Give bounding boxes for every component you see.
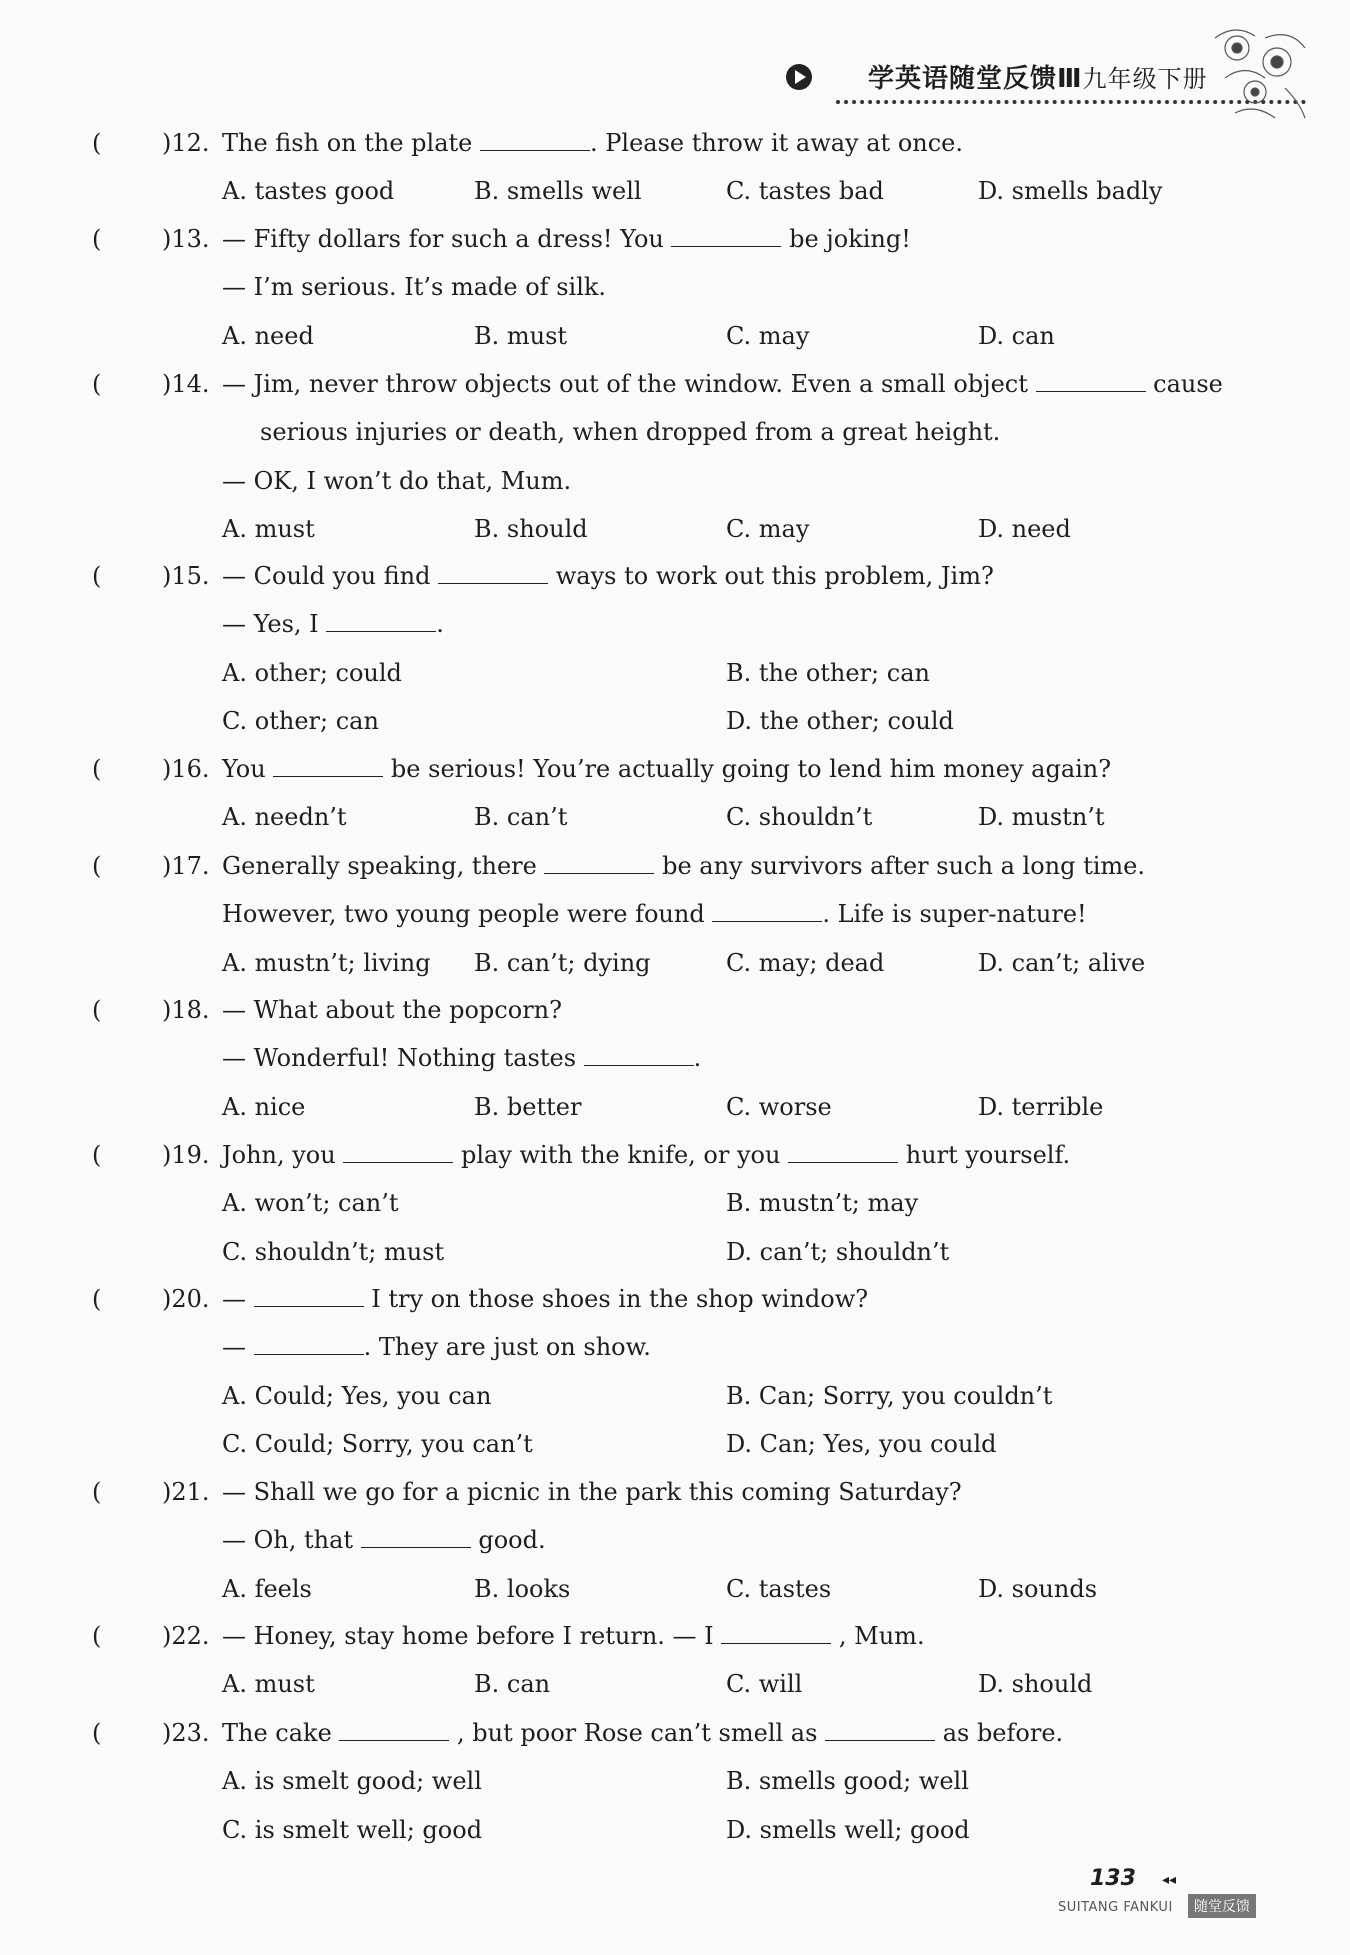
answer-paren[interactable]: ( bbox=[92, 1141, 102, 1169]
question-number: )14. bbox=[162, 370, 210, 398]
option-b[interactable]: B. better bbox=[474, 1092, 582, 1121]
option-b[interactable]: B. Can; Sorry, you couldn’t bbox=[726, 1381, 1053, 1410]
option-c[interactable]: C. may; dead bbox=[726, 948, 885, 977]
answer-paren[interactable]: ( bbox=[92, 1478, 102, 1506]
question-number: )23. bbox=[162, 1719, 210, 1747]
option-c[interactable]: C. Could; Sorry, you can’t bbox=[222, 1429, 533, 1458]
answer-blank[interactable] bbox=[254, 1284, 364, 1307]
answer-blank[interactable] bbox=[712, 899, 822, 922]
option-a[interactable]: A. is smelt good; well bbox=[222, 1767, 482, 1796]
question-text: — . They are just on show. bbox=[222, 1333, 651, 1362]
answer-blank[interactable] bbox=[788, 1140, 898, 1163]
question-text: — Yes, I . bbox=[222, 610, 444, 639]
option-a[interactable]: A. needn’t bbox=[222, 803, 347, 832]
option-c[interactable]: C. shouldn’t; must bbox=[222, 1237, 445, 1266]
answer-blank[interactable] bbox=[361, 1525, 471, 1548]
option-c[interactable]: C. will bbox=[726, 1670, 803, 1699]
question-text: — Fifty dollars for such a dress! You be joking! bbox=[222, 225, 911, 253]
question-text: You be serious! You’re actually going to lend him money again? bbox=[222, 755, 1112, 783]
answer-blank[interactable] bbox=[273, 754, 383, 777]
answer-paren[interactable]: ( bbox=[92, 370, 102, 398]
arrow-icon: ◂◂ bbox=[1162, 1872, 1177, 1888]
header-subtitle: 九年级下册 bbox=[1082, 65, 1208, 93]
answer-blank[interactable] bbox=[721, 1621, 831, 1644]
option-d[interactable]: D. Can; Yes, you could bbox=[726, 1429, 997, 1458]
option-a[interactable]: A. other; could bbox=[222, 658, 402, 687]
option-b[interactable]: B. can’t bbox=[474, 803, 568, 832]
option-a[interactable]: A. tastes good bbox=[222, 177, 395, 206]
question-text: — What about the popcorn? bbox=[222, 996, 562, 1024]
question-text: — I try on those shoes in the shop window? bbox=[222, 1285, 869, 1313]
question-number: )21. bbox=[162, 1478, 210, 1506]
question-text: — Shall we go for a picnic in the park this coming Saturday? bbox=[222, 1478, 962, 1506]
option-d[interactable]: D. mustn’t bbox=[978, 803, 1105, 832]
option-d[interactable]: D. smells badly bbox=[978, 177, 1163, 206]
question-text: — Wonderful! Nothing tastes . bbox=[222, 1044, 702, 1073]
answer-blank[interactable] bbox=[671, 224, 781, 247]
answer-paren[interactable]: ( bbox=[92, 852, 102, 880]
page-number: 133 bbox=[1090, 1866, 1136, 1891]
question-number: )16. bbox=[162, 755, 210, 783]
question-number: )15. bbox=[162, 562, 210, 590]
option-a[interactable]: A. won’t; can’t bbox=[222, 1189, 399, 1218]
answer-blank[interactable] bbox=[254, 1332, 364, 1355]
answer-paren[interactable]: ( bbox=[92, 996, 102, 1024]
answer-blank[interactable] bbox=[544, 851, 654, 874]
option-a[interactable]: A. mustn’t; living bbox=[222, 948, 431, 977]
option-c[interactable]: C. is smelt well; good bbox=[222, 1815, 483, 1844]
option-d[interactable]: D. smells well; good bbox=[726, 1815, 970, 1844]
option-c[interactable]: C. other; can bbox=[222, 706, 379, 735]
option-b[interactable]: B. must bbox=[474, 321, 568, 350]
answer-blank[interactable] bbox=[339, 1718, 449, 1741]
question-number: )18. bbox=[162, 996, 210, 1024]
question-text: John, you play with the knife, or you hurt yourself. bbox=[222, 1141, 1071, 1169]
option-a[interactable]: A. must bbox=[222, 514, 315, 543]
option-a[interactable]: A. nice bbox=[222, 1092, 306, 1121]
footer-label: SUITANG FANKUI bbox=[1058, 1900, 1173, 1915]
answer-blank[interactable] bbox=[326, 609, 436, 632]
answer-paren[interactable]: ( bbox=[92, 129, 102, 157]
question-text: The fish on the plate . Please throw it away at once. bbox=[222, 129, 963, 157]
option-b[interactable]: B. smells well bbox=[474, 177, 642, 206]
question-text: Generally speaking, there be any survivors after such a long time. bbox=[222, 852, 1145, 880]
option-d[interactable]: D. sounds bbox=[978, 1574, 1098, 1603]
question-number: )13. bbox=[162, 225, 210, 253]
header-title: 学英语随堂反馈Ⅲ九年级下册 bbox=[868, 64, 1208, 94]
option-d[interactable]: D. can bbox=[978, 321, 1055, 350]
question-text: — I’m serious. It’s made of silk. bbox=[222, 273, 607, 302]
question-text: — Honey, stay home before I return. — I , Mum. bbox=[222, 1622, 925, 1650]
option-d[interactable]: D. can’t; alive bbox=[978, 948, 1146, 977]
option-b[interactable]: B. looks bbox=[474, 1574, 571, 1603]
flower-decoration-icon bbox=[1205, 18, 1315, 128]
answer-paren[interactable]: ( bbox=[92, 1622, 102, 1650]
option-d[interactable]: D. terrible bbox=[978, 1092, 1104, 1121]
question-text: However, two young people were found . Life is super-nature! bbox=[222, 900, 1087, 929]
answer-blank[interactable] bbox=[825, 1718, 935, 1741]
play-icon bbox=[786, 64, 812, 90]
option-d[interactable]: D. need bbox=[978, 514, 1071, 543]
answer-blank[interactable] bbox=[438, 561, 548, 584]
question-text: The cake , but poor Rose can’t smell as as before. bbox=[222, 1719, 1064, 1747]
answer-paren[interactable]: ( bbox=[92, 1285, 102, 1313]
option-d[interactable]: D. can’t; shouldn’t bbox=[726, 1237, 950, 1266]
option-d[interactable]: D. the other; could bbox=[726, 706, 954, 735]
footer-badge: 随堂反馈 bbox=[1188, 1894, 1256, 1918]
answer-blank[interactable] bbox=[584, 1043, 694, 1066]
question-number: )20. bbox=[162, 1285, 210, 1313]
option-b[interactable]: B. should bbox=[474, 514, 588, 543]
question-number: )22. bbox=[162, 1622, 210, 1650]
option-c[interactable]: C. shouldn’t bbox=[726, 803, 873, 832]
answer-blank[interactable] bbox=[343, 1140, 453, 1163]
answer-blank[interactable] bbox=[1036, 369, 1146, 392]
question-number: )17. bbox=[162, 852, 210, 880]
question-number: )19. bbox=[162, 1141, 210, 1169]
option-b[interactable]: B. mustn’t; may bbox=[726, 1189, 919, 1218]
option-b[interactable]: B. can’t; dying bbox=[474, 948, 651, 977]
option-c[interactable]: C. may bbox=[726, 514, 810, 543]
option-c[interactable]: C. tastes bbox=[726, 1574, 832, 1603]
question-text: — Jim, never throw objects out of the window. Even a small object cause bbox=[222, 370, 1223, 398]
option-c[interactable]: C. worse bbox=[726, 1092, 832, 1121]
question-text: — Oh, that good. bbox=[222, 1526, 546, 1555]
option-b[interactable]: B. the other; can bbox=[726, 658, 930, 687]
question-number: )12. bbox=[162, 129, 210, 157]
question-text: — Could you find ways to work out this problem, Jim? bbox=[222, 562, 994, 590]
option-b[interactable]: B. can bbox=[474, 1670, 551, 1699]
option-b[interactable]: B. smells good; well bbox=[726, 1767, 969, 1796]
option-c[interactable]: C. tastes bad bbox=[726, 177, 884, 206]
option-a[interactable]: A. Could; Yes, you can bbox=[222, 1381, 492, 1410]
option-a[interactable]: A. need bbox=[222, 321, 314, 350]
option-c[interactable]: C. may bbox=[726, 321, 810, 350]
answer-paren[interactable]: ( bbox=[92, 562, 102, 590]
option-a[interactable]: A. must bbox=[222, 1670, 315, 1699]
option-a[interactable]: A. feels bbox=[222, 1574, 312, 1603]
answer-blank[interactable] bbox=[480, 128, 590, 151]
question-text: serious injuries or death, when dropped from a great height. bbox=[260, 418, 1001, 447]
answer-paren[interactable]: ( bbox=[92, 225, 102, 253]
option-d[interactable]: D. should bbox=[978, 1670, 1093, 1699]
answer-paren[interactable]: ( bbox=[92, 755, 102, 783]
answer-paren[interactable]: ( bbox=[92, 1719, 102, 1747]
question-text: — OK, I won’t do that, Mum. bbox=[222, 466, 572, 495]
